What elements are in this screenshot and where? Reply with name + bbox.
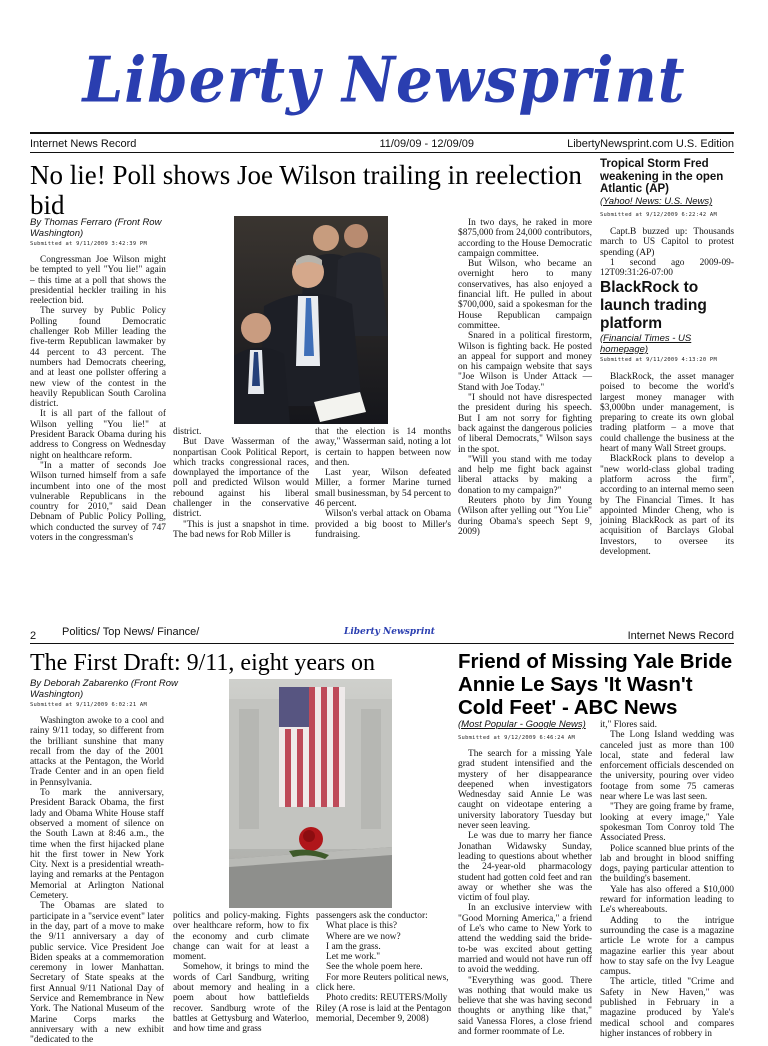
paragraph: passengers ask the conductor: — [316, 911, 428, 921]
paragraph: politics and policy-making. Fights over healthcare reform, how to fix the economy and curb climate change can wait for at least a moment. — [173, 911, 309, 963]
paragraph: In an exclusive interview with "Good Morning America," a friend of Le's who came to New York to attend the wedding said the bride-to-be was excited about getting married and would not have run off to avoid the wedding. — [458, 903, 592, 976]
paragraph: Photo credits: REUTERS/Molly Riley (A rose is laid at the Pentagon memorial, December 9, 2008) — [316, 993, 452, 1024]
paragraph: The article, titled "Crime and Safety in New Haven," was published in February in a magazine produced by Yale's medical school and compares higher instances of robbery in — [600, 977, 734, 1039]
paragraph: Snared in a political firestorm, Wilson is fighting back. He posted an appeal for support and money on his campaign website that says "Joe Wilson is Under Attack — Stand with Joe Today." — [458, 331, 592, 393]
side2-submitted: Submitted at 9/11/2009 4:13:20 PM — [600, 357, 717, 363]
article3-headline[interactable]: Friend of Missing Yale Bride Annie Le Says 'It Wasn't Cold Feet' - ABC News — [458, 650, 733, 719]
paragraph: that the election is 14 months away," Wasserman said, noting a lot is certain to happen between now and then. — [315, 427, 451, 468]
side1-body — [600, 227, 734, 278]
side2-body — [600, 372, 734, 557]
poem-line: What place is this? — [326, 921, 398, 932]
paragraph: But Wilson, who became an overnight hero to many conservatives, has also enjoyed a financial lift. He pulled in about $700,000, said a spokesman for the House Republican campaign committee. — [458, 259, 592, 331]
side2-headline[interactable]: BlackRock to launch trading platform — [600, 279, 707, 332]
article3-col1 — [458, 749, 592, 1037]
paragraph: To mark the anniversary, President Barack Obama, the first lady and Obama White House staff observed a moment of silence on the South Lawn at 8:46 a.m., the time when the first hijacked plane hit the first tower in New York City. Next is a presidential wreath-laying and remarks at the Pentagon Memorial at Arlington National Cemetery. — [30, 788, 164, 902]
paragraph: Wilson's verbal attack on Obama provided a big boost to Miller's fundraising. — [315, 509, 451, 540]
paragraph: Congressman Joe Wilson might be tempted to yell "You lie!" again – this time at a poll that shows the presidential heckler trailing in his reelection bid. — [30, 255, 166, 307]
paragraph: "In a matter of seconds Joe Wilson turned himself from a safe incumbent into one of the most vulnerable Republicans in the country for 2010," said Dean Debnam of Public Policy Polling, which conducted the survey of 747 voters in the congressman's — [30, 460, 166, 544]
article1-headline[interactable]: No lie! Poll shows Joe Wilson trailing in reelection bid — [30, 160, 582, 221]
side1-source[interactable]: (Yahoo! News: U.S. News) — [600, 196, 713, 207]
article1-byline: By Thomas Ferraro (Front Row Washington) — [30, 217, 162, 239]
page2-publication: Internet News Record — [627, 630, 734, 642]
paragraph: BlackRock plans to develop a "new world-class global trading platform across the firm", according to an internal memo seen by The Financial Times. It has appointed Minder Cheng, who is joining BlackRock as part of its acquisition of Barclays Global Investors, to oversee its development. — [600, 454, 734, 558]
strip-dates: 11/09/09 - 12/09/09 — [379, 138, 475, 150]
top-rule — [30, 132, 734, 134]
paragraph: Police scanned blue prints of the lab and brought in blood sniffing dogs, paying particular attention to the building's basement. — [600, 843, 734, 885]
paragraph: See the whole poem here. — [326, 962, 423, 973]
article1-col1 — [30, 255, 166, 543]
section-links[interactable]: Politics/ Top News/ Finance/ — [62, 626, 200, 638]
poem-line: I am the grass. — [326, 941, 381, 952]
side1-headline[interactable]: Tropical Storm Fred weakening in the open Atlantic (AP) — [600, 158, 724, 195]
article2-col3 — [316, 911, 452, 1024]
article2-submitted: Submitted at 9/11/2009 6:02:21 AM — [30, 702, 147, 708]
paragraph: "Everything was good. There was nothing that would make us believe that she was having second thoughts or anything like that," said Vanessa Flores, a close friend and former roommate of Le. — [458, 975, 592, 1038]
article2-photo — [229, 679, 392, 908]
paragraph: Le was due to marry her fiance Jonathan Widawsky Sunday, leading to questions about whether the 24-year-old pharmacology student had gotten cold feet and ran away or whether she was the victim of foul play. — [458, 831, 592, 904]
paragraph: 1 second ago 2009-09-12T09:31:26-07:00 — [600, 257, 734, 279]
side2-source[interactable]: (Financial Times - US homepage) — [600, 333, 692, 355]
article2-headline[interactable]: The First Draft: 9/11, eight years on — [30, 650, 376, 676]
paragraph: Somehow, it brings to mind the words of Carl Sandburg, writing about memory and healing in a poem about how battlefields recover. Sandburg wrote of the battles at Gettysburg and Waterloo, and how time and grass — [173, 962, 309, 1035]
paragraph: Reuters photo by Jim Young (Wilson after yelling out "You Lie" during Obama's speech Sept 9, 2009) — [458, 496, 592, 537]
paragraph: "This is just a snapshot in time. The bad news for Rob Miller is — [173, 519, 309, 540]
poem-line: Where are we now? — [326, 931, 401, 942]
masthead-title: Liberty Newsprint — [82, 43, 686, 117]
paragraph: "Will you stand with me today and help me fight back against liberal attacks by making a donation to my campaign?" — [458, 454, 592, 496]
article2-col1 — [30, 716, 164, 1046]
page2-rule — [30, 643, 734, 644]
article2-byline: By Deborah Zabarenko (Front Row Washington) — [30, 678, 178, 700]
article2-col2 — [173, 911, 309, 1035]
article1-col2 — [173, 427, 309, 540]
paragraph: Capt.B buzzed up: Thousands march to US Capitol to protest spending (AP) — [600, 227, 734, 258]
paragraph: The Obamas are slated to participate in a "service event" later in the day, part of a move to make the 9/11 anniversary a day of public service. Vice President Joe Biden speaks at a commemoration ceremony in lower Manhattan. Secretary of State speaks at the first Annual 9/11 National Day of Service and Remembrance in New York. The National Museum of the Marine Corps marks the anniversary with a new exhibit "dedicated to the — [30, 901, 164, 1046]
masthead — [0, 40, 768, 120]
article1-col4 — [458, 218, 592, 537]
top-strip — [30, 137, 734, 151]
paragraph: "I should not have disrespected the president during his speech. But I am not sorry for fighting back against the dangerous policies of liberal Democrats," Wilson says in the spot. — [458, 393, 592, 455]
paragraph: "They are going frame by frame, looking at every image," Yale spokesman Tom Conroy told The Associated Press. — [600, 802, 734, 844]
page2-strip — [30, 626, 734, 642]
page-number: 2 — [30, 630, 37, 642]
paragraph: it," Flores said. — [600, 720, 657, 730]
paragraph: Washington awoke to a cool and rainy 9/11 today, so different from the brilliant sunshine that many recall from the day of the 2001 attacks at the Pentagon, the World Trade Center and in an open field in Pennsylvania. — [30, 716, 164, 788]
article1-col3 — [315, 427, 451, 540]
paragraph: district. — [173, 427, 202, 437]
strip-edition[interactable]: LibertyNewsprint.com U.S. Edition — [567, 138, 734, 150]
paragraph: Adding to the intrigue surrounding the case is a magazine article Le wrote for a campus magazine earlier this year about how to stay safe on the Ivy League campus. — [600, 915, 734, 978]
side1-submitted: Submitted at 9/12/2009 6:22:42 AM — [600, 212, 717, 218]
paragraph: The search for a missing Yale grad student intensified and the mystery of her disappearance deepened when investigators Wednesday said Annie Le was caught on videotape entering a university laboratory Tuesday but never seen leaving. — [458, 749, 592, 832]
paragraph: But Dave Wasserman of the nonpartisan Cook Political Report, which tracks congressional races, downplayed the importance of the poll and predicted Wilson would rebound against his liberal challenger in the conservative district. — [173, 437, 309, 520]
page2-logo: Liberty Newsprint — [344, 627, 435, 637]
paragraph: BlackRock, the asset manager poised to become the world's largest money manager with $3,000bn under management, is preparing to create its own global trading platform – a move that could challenge the business at the heart of many Wall Street groups. — [600, 372, 734, 455]
paragraph: The Long Island wedding was canceled just as more than 100 local, state and federal law enforcement officials descended on the university, pouring over video footage from some 75 cameras near where Le was last seen. — [600, 730, 734, 803]
article3-submitted: Submitted at 9/12/2009 6:46:24 AM — [458, 735, 575, 741]
congress-photo-image — [234, 216, 388, 424]
article1-submitted: Submitted at 9/11/2009 3:42:39 PM — [30, 241, 147, 247]
article3-source[interactable]: (Most Popular - Google News) — [458, 719, 586, 730]
strip-publication: Internet News Record — [30, 138, 137, 150]
paragraph: Yale has also offered a $10,000 reward for information leading to Le's whereabouts. — [600, 884, 734, 916]
paragraph: For more Reuters political news, click here. — [316, 972, 449, 994]
paragraph: It is all part of the fallout of Wilson yelling "You lie!" at President Barack Obama during his address to Congress on Wednesday night on healthcare reform. — [30, 409, 166, 461]
paragraph: In two days, he raked in more $875,000 from 24,000 contributors, according to the House Democratic campaign committee. — [458, 218, 592, 259]
paragraph: Last year, Wilson defeated Miller, a former Marine turned small businessman, by 54 percent to 46 percent. — [315, 468, 451, 510]
poem-line: Let me work." — [326, 952, 381, 963]
strip-rule — [30, 152, 734, 153]
article1-photo — [234, 216, 388, 424]
memorial-photo-image — [229, 679, 392, 908]
paragraph: The survey by Public Policy Polling found Democratic challenger Rob Miller leading the five-term Republican lawmaker by 44 percent to 43 percent. The numbers had Democrats cheering, and at least one pollster offering a new view of the contest in the heavily Republican South Carolina district. — [30, 306, 166, 410]
article3-col2 — [600, 720, 734, 1039]
